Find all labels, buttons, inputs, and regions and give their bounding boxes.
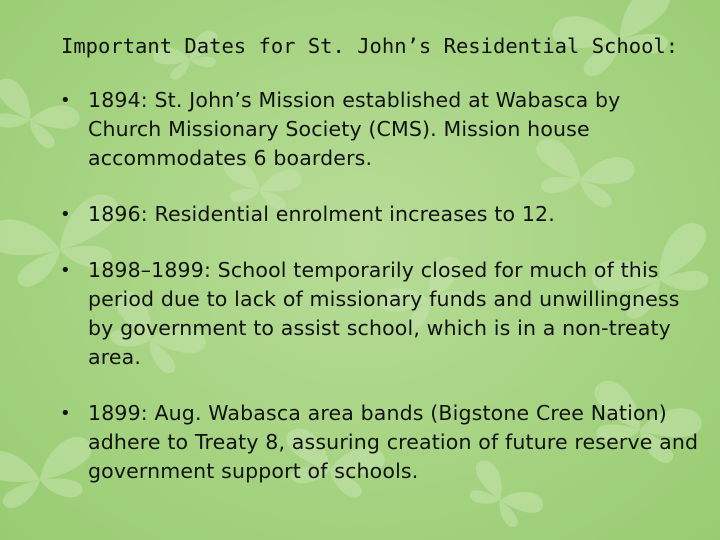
bullet-text: 1898–1899: School temporarily closed for much of this period due to lack of missionary funds and unwillingness by government to assist school, which is in a non-treaty area. [88,258,680,369]
slide-title: Important Dates for St. John’s Residential School: [61,34,679,58]
bullet-list [60,86,700,486]
bullet-item [60,399,700,486]
bullet-dot-icon: • [60,204,71,225]
bullet-item [60,200,700,229]
bullet-text: 1896: Residential enrolment increases to 12. [88,202,555,226]
bullet-dot-icon: • [60,403,71,424]
bullet-item [60,256,700,372]
bullet-dot-icon: • [60,90,71,111]
bullet-item [60,86,700,173]
bullet-dot-icon: • [60,260,71,281]
bullet-text: 1894: St. John’s Mission established at Wabasca by Church Missionary Society (CMS). Mission house accommodates 6 boarders. [88,88,621,170]
bullet-text: 1899: Aug. Wabasca area bands (Bigstone Cree Nation) adhere to Treaty 8, assuring creation of future reserve and government support of schools. [88,401,699,483]
